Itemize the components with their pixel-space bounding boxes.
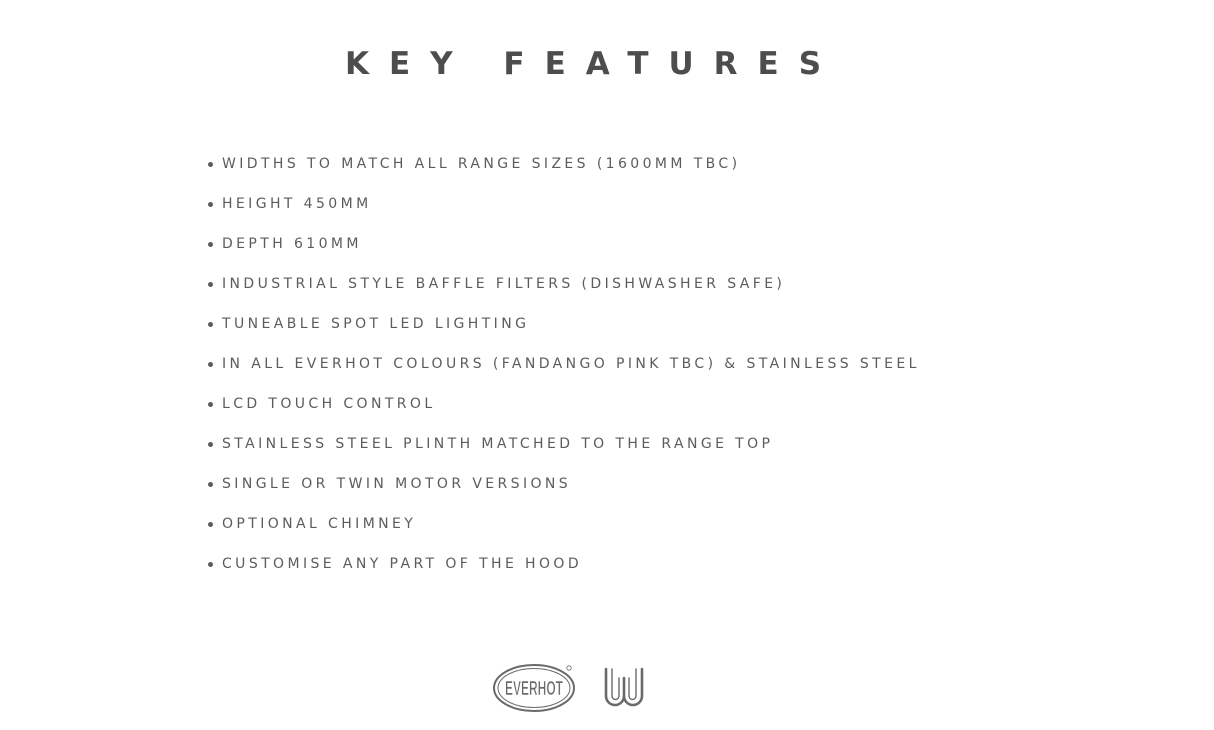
page-title: KEY FEATURES: [344, 46, 842, 82]
feature-text: CUSTOMISE ANY PART OF THE HOOD: [222, 556, 583, 572]
bullet-icon: [208, 202, 213, 207]
w-monogram-icon: [602, 666, 648, 710]
feature-text: WIDTHS TO MATCH ALL RANGE SIZES (1600MM TBC): [222, 156, 741, 172]
feature-item: [206, 424, 920, 464]
feature-item: [206, 464, 920, 504]
feature-item: [206, 544, 920, 584]
everhot-logo-text: EVERHOT: [505, 678, 563, 700]
feature-item: [206, 504, 920, 544]
feature-item: [206, 264, 920, 304]
bullet-icon: [208, 482, 213, 487]
feature-text: STAINLESS STEEL PLINTH MATCHED TO THE RANGE TOP: [222, 436, 774, 452]
feature-text: TUNEABLE SPOT LED LIGHTING: [222, 316, 530, 332]
feature-item: [206, 344, 920, 384]
feature-text: DEPTH 610MM: [222, 236, 362, 252]
bullet-icon: [208, 322, 213, 327]
key-features-list: [206, 144, 920, 584]
bullet-icon: [208, 362, 213, 367]
feature-text: HEIGHT 450MM: [222, 196, 372, 212]
feature-text: LCD TOUCH CONTROL: [222, 396, 436, 412]
bullet-icon: [208, 242, 213, 247]
feature-text: SINGLE OR TWIN MOTOR VERSIONS: [222, 476, 572, 492]
footer-logos: [492, 662, 652, 716]
bullet-icon: [208, 282, 213, 287]
bullet-icon: [208, 562, 213, 567]
feature-text: INDUSTRIAL STYLE BAFFLE FILTERS (DISHWASHER SAFE): [222, 276, 786, 292]
feature-item: [206, 384, 920, 424]
bullet-icon: [208, 522, 213, 527]
everhot-logo-icon: [492, 662, 576, 714]
feature-item: [206, 144, 920, 184]
feature-item: [206, 184, 920, 224]
feature-item: [206, 224, 920, 264]
feature-text: OPTIONAL CHIMNEY: [222, 516, 417, 532]
feature-text: IN ALL EVERHOT COLOURS (FANDANGO PINK TBC) & STAINLESS STEEL: [222, 356, 920, 372]
bullet-icon: [208, 442, 213, 447]
feature-item: [206, 304, 920, 344]
bullet-icon: [208, 402, 213, 407]
bullet-icon: [208, 162, 213, 167]
